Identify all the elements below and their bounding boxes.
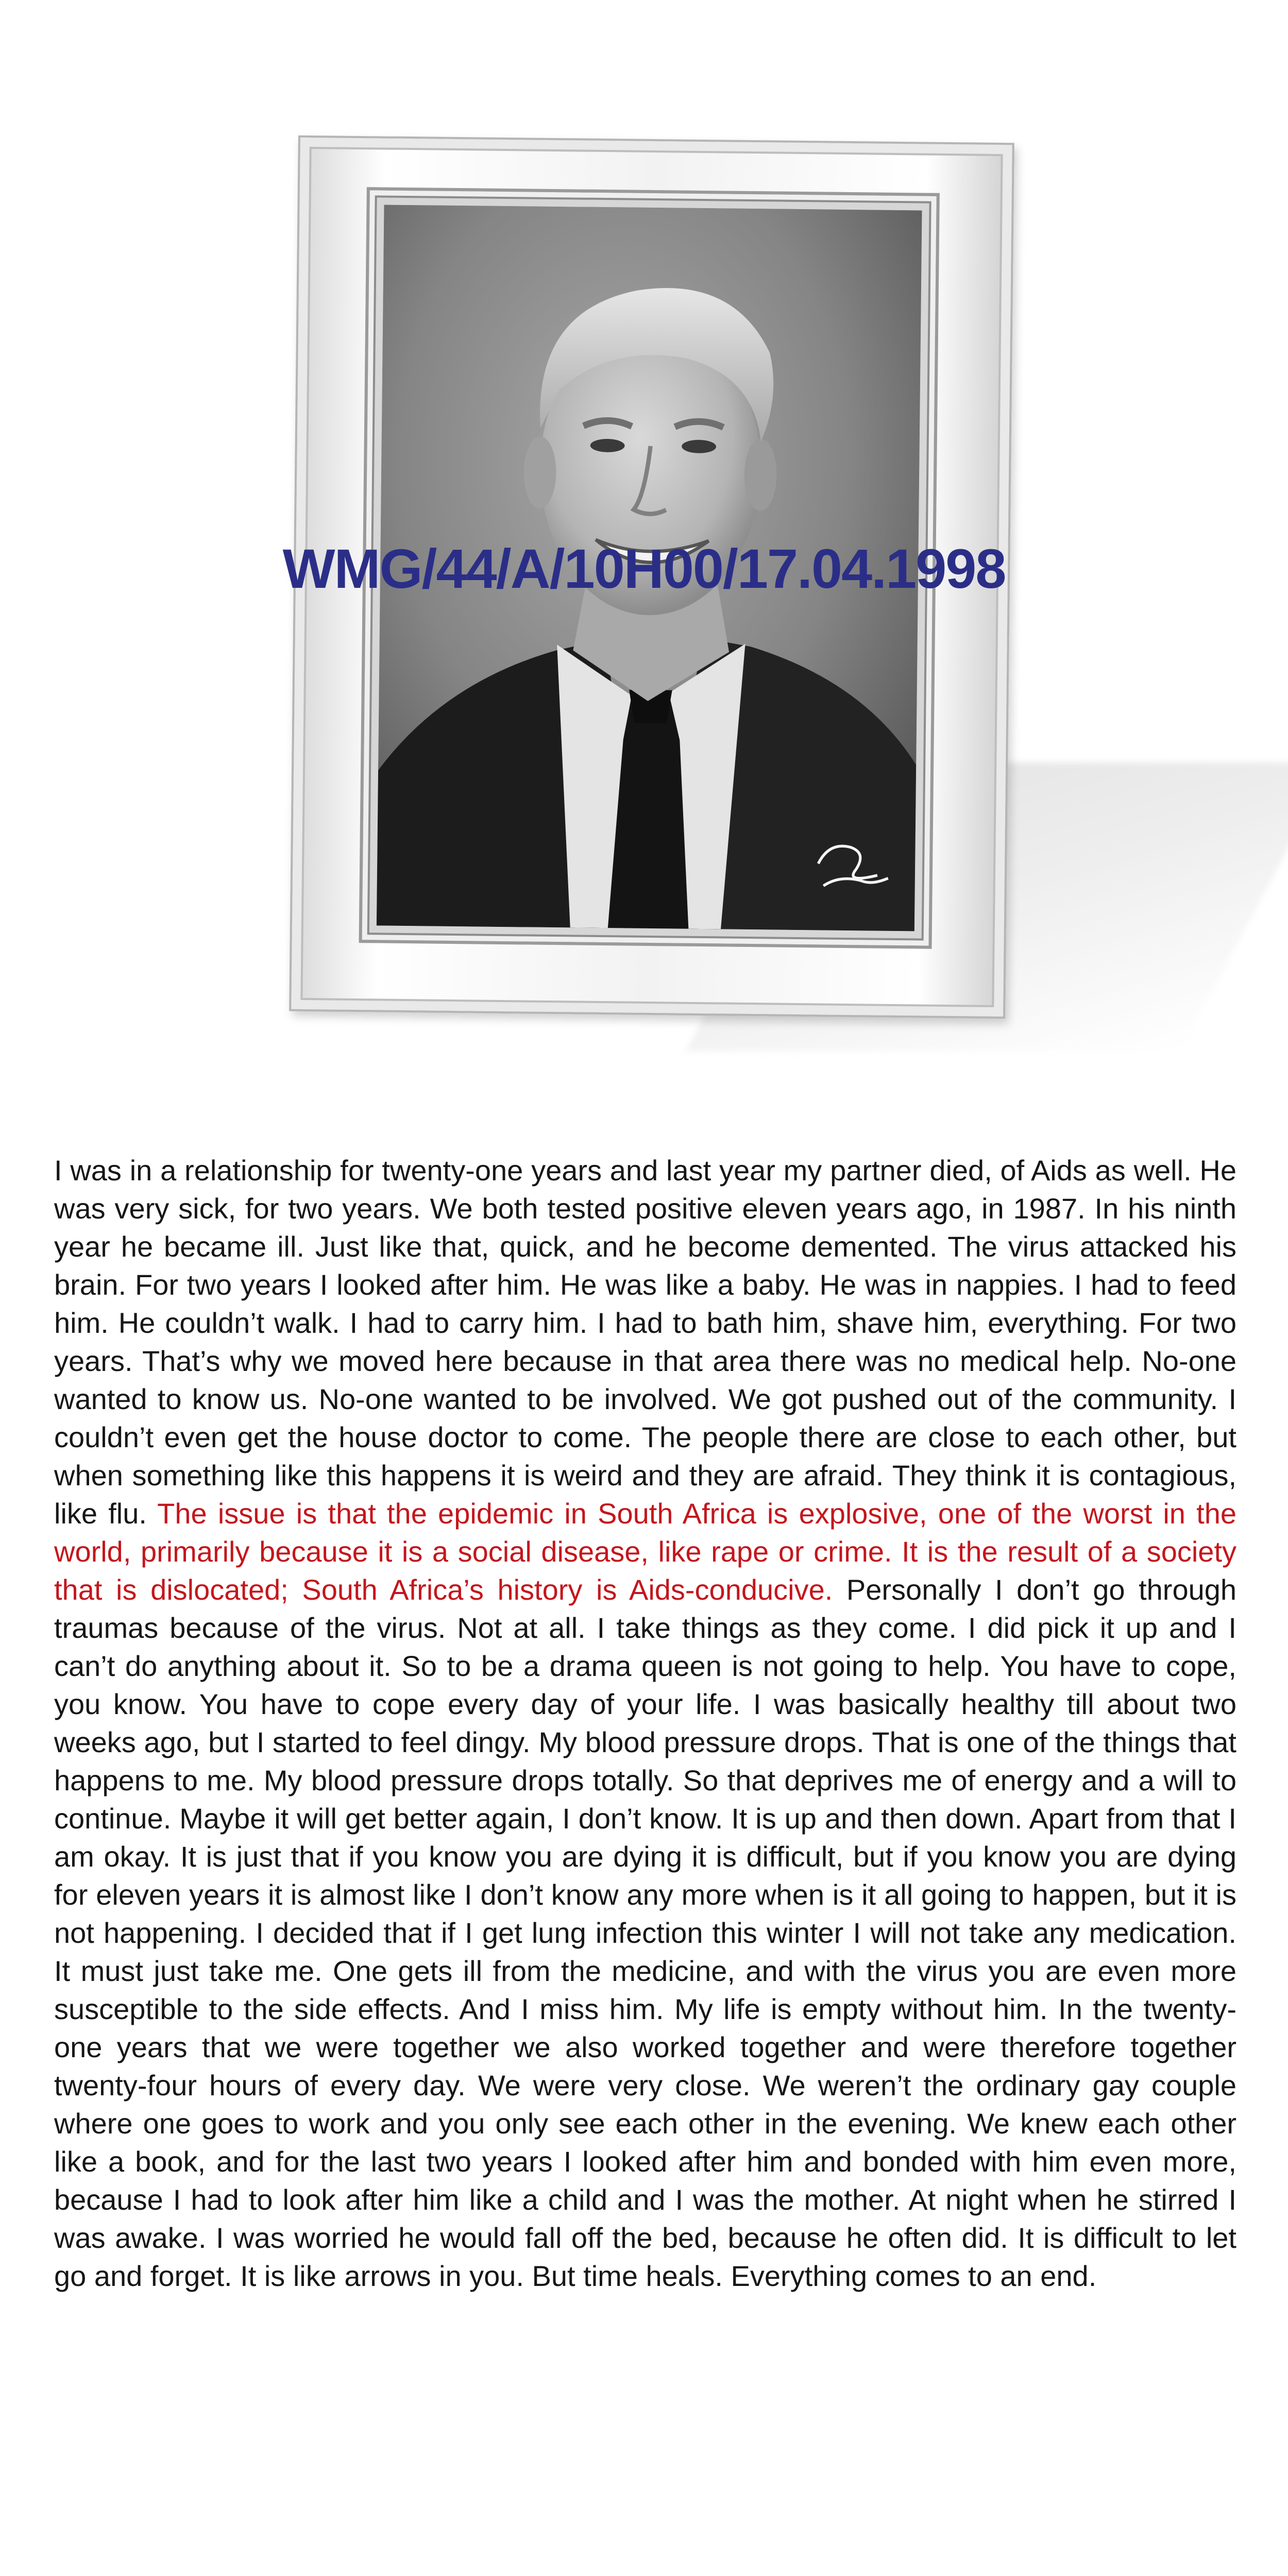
reference-code: WMG/44/A/10H00/17.04.1998 — [282, 537, 1006, 600]
testimony-part-1: I was in a relationship for twenty-one years and last year my partner died, of Aids as well. He was very sick, for two years. We both tested positive eleven years ago, in 1987. In his ninth year he became ill. Just like that, quick, and he become demented. The virus attacked his brain. For two years I looked after him. He was like a baby. He was in nappies. I had to feed him. He couldn’t walk. I had to carry him. I had to bath him, shave him, everything. For two years. That’s why we moved here because in that area there was no medical help. No-one wanted to know us. No-one wanted to be involved. We got pushed out of the community. I couldn’t even get the house doctor to come. The people there are close to each other, but when something like this happens it is weird and they are afraid. They think it is contagious, like flu. — [54, 1154, 1236, 1530]
testimony-text — [54, 1151, 1236, 2295]
testimony-part-2: Personally I don’t go through traumas because of the virus. Not at all. I take things as they come. I did pick it up and I can’t do anything about it. So to be a drama queen is not going to help. You have to cope, you know. You have to cope every day of your life. I was basically healthy till about two weeks ago, but I started to feel dingy. My blood pressure drops. That is one of the things that happens to me. My blood pressure drops totally. So that deprives me of energy and a will to continue. Maybe it will get better again, I don’t know. It is up and then down. Apart from that I am okay. It is just that if you know you are dying it is difficult, but if you know you are dying for eleven years it is almost like I don’t know any more when is it all going to happen, but it is not happening. I decided that if I get lung infection this winter I will not take any medication. It must just take me. One gets ill from the medicine, and with the virus you are even more susceptible to the side effects. And I miss him. My life is empty without him. In the twenty-one years that we were together we also worked together and were therefore together twenty-four hours of every day. We were very close. We weren’t the ordinary gay couple where one goes to work and you only see each other in the evening. We knew each other like a book, and for the last two years I looked after him and bonded with him even more, because I had to look after him like a child and I was the mother. At night when he stirred I was awake. I was worried he would fall off the bed, because he often did. It is difficult to let go and forget. It is like arrows in you. But time heals. Everything comes to an end. — [54, 1573, 1237, 2292]
testimony-highlight: The issue is that the epidemic in South Africa is explosive, one of the worst in the world, primarily because it is a social disease, like rape or crime. It is the result of a society that is dislocated; South Africa’s history is Aids-conducive. — [54, 1497, 1236, 1606]
